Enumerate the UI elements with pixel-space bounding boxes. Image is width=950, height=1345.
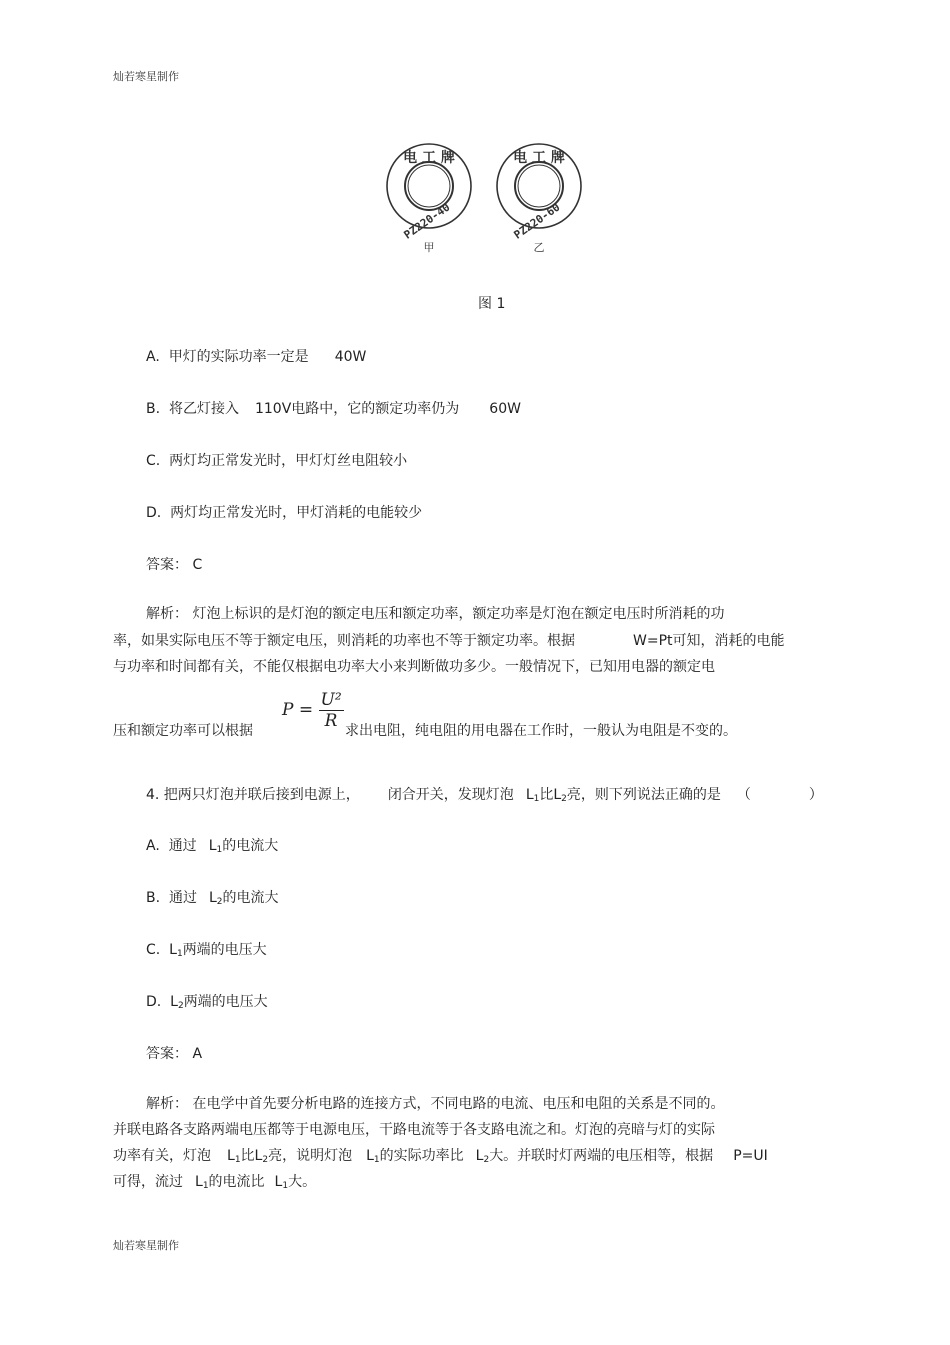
q3-analysis-line-4b: 求出电阻，纯电阻的用电器在工作时，一般认为电阻是不变的。 <box>345 723 737 739</box>
q3-analysis-line-2: 率，如果实际电压不等于额定电压，则消耗的功率也不等于额定功率。根据 W=Pt可知，消耗的电能 <box>113 633 785 649</box>
q3-analysis-line-3: 与功率和时间都有关，不能仅根据电功率大小来判断做功多少。一般情况下，已知用电器的额定电 <box>113 659 715 675</box>
q3-analysis-line-4a: 压和额定功率可以根据 <box>113 723 253 739</box>
lamp-jia-rating: PZ220-40 <box>401 200 453 242</box>
lamp-jia-brand: 电 工 牌 <box>403 150 455 166</box>
lamp-yi-rating: PZ220-60 <box>511 200 563 242</box>
formula-numerator: U² <box>320 690 342 710</box>
q3-option-a: A. 甲灯的实际功率一定是 40W <box>146 349 367 365</box>
q3-analysis-line-1: 解析： 灯泡上标识的是灯泡的额定电压和额定功率，额定功率是灯泡在额定电压时所消耗的功 <box>146 606 725 622</box>
q4-option-b: B. 通过 $L_2$的电流大 <box>146 890 279 907</box>
lamp-yi-brand: 电 工 牌 <box>513 150 565 166</box>
figure-caption: 图 1 <box>478 296 506 312</box>
lamp-yi-label: 乙 <box>533 241 545 254</box>
q4-analysis-line-4: 可得，流过 $L_1$的电流比 $L_1$大。 <box>113 1174 317 1191</box>
q4-analysis-line-1: 解析： 在电学中首先要分析电路的连接方式，不同电路的电流、电压和电阻的关系是不同的。 <box>146 1096 725 1112</box>
q4-option-a: A. 通过 $L_1$的电流大 <box>146 838 279 855</box>
q4-analysis-line-2: 并联电路各支路两端电压都等于电源电压，干路电流等于各支路电流之和。灯泡的亮暗与灯的实际 <box>113 1122 715 1138</box>
page-header: 灿若寒星制作 <box>113 70 179 83</box>
lamp-jia-label: 甲 <box>423 241 435 254</box>
q3-option-c: C. 两灯均正常发光时，甲灯灯丝电阻较小 <box>146 453 408 469</box>
page-footer: 灿若寒星制作 <box>113 1239 179 1252</box>
q3-answer: 答案： C <box>146 557 203 573</box>
q3-option-b: B. 将乙灯接入 110V电路中，它的额定功率仍为 60W <box>146 401 521 417</box>
q4-analysis-line-3: 功率有关，灯泡 $L_1$比$L_2$亮，说明灯泡 $L_1$的实际功率比 $L_2$大。并联时灯两端的电压相等，根据 P=UI <box>113 1148 768 1165</box>
lamp-yi-plate <box>497 144 581 254</box>
lamp-figure <box>384 140 594 260</box>
q4-stem: 4. 把两只灯泡并联后接到电源上， 闭合开关，发现灯泡 $L_1$比$L_2$亮，则下列说法正确的是 （ ） <box>146 787 823 804</box>
lamp-jia-plate <box>387 144 471 254</box>
lamp-nameplates-drawing <box>384 140 594 260</box>
q4-answer: 答案： A <box>146 1046 203 1062</box>
q4-option-d: D. $L_2$两端的电压大 <box>146 994 268 1011</box>
q4-option-c: C. $L_1$两端的电压大 <box>146 942 267 959</box>
q3-option-d: D. 两灯均正常发光时，甲灯消耗的电能较少 <box>146 505 423 521</box>
power-formula: P = $\frac{\text{U²}}{R}$ <box>282 690 342 731</box>
formula-denominator: R <box>324 711 338 731</box>
